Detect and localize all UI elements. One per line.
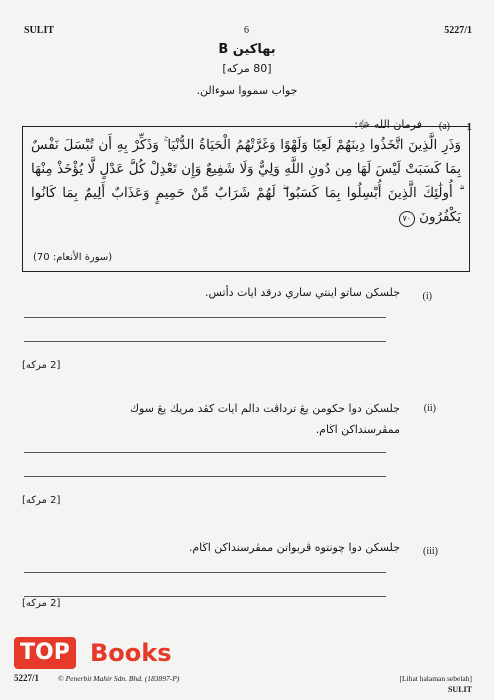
logo-top: TOP (14, 637, 76, 669)
section-instruction: جواب سمووا سوءالن. (196, 84, 298, 97)
answer-line (24, 476, 386, 477)
question-prompt: فرمان الله ﷻ: (354, 118, 422, 131)
surah-reference: (سورة الأنعام: 70) (33, 252, 113, 263)
footer-copyright: © Penerbit Mahir Sdn. Bhd. (183897-P) (58, 674, 180, 683)
answer-line (24, 596, 386, 597)
answer-line (24, 452, 386, 453)
topbooks-logo (14, 637, 184, 669)
section-title: بهاكين B (218, 42, 276, 57)
page-number: 6 (244, 25, 249, 36)
marks-ii: [2 مركه] (22, 495, 61, 506)
answer-line (24, 317, 386, 318)
subq-ii-text: جلسكن دوا حكومن يڠ ترداڤت دالم ايات كڤد مريك يڠ سوك ممڤرسنداكن اڬام. (129, 402, 400, 436)
logo-books: Books (90, 639, 172, 667)
footer-next-page: [Lihat halaman sebelah] (399, 674, 472, 683)
subq-ii-number: (ii) (423, 403, 436, 414)
verse-text: وَذَرِ الَّذِينَ اتَّخَذُوا دِينَهُمْ لَعِبًا وَلَهْوًا وَغَرَّتْهُمُ الْحَيَاةُ الدُّنْيَا ۚ وَذَكِّرْ بِهِ أَن تُبْسَلَ نَفْسٌ بِمَا كَسَبَتْ لَيْسَ لَهَا مِن دُونِ اللَّهِ وَلِيٌّ وَلَا شَفِيعٌ وَإِن تَعْدِلْ كُلَّ عَدْلٍ لَّا يُؤْخَذْ مِنْهَا ۗ أُولَٰئِكَ الَّذِينَ أُبْسِلُوا بِمَا كَسَبُوا ۖ لَهُمْ شَرَابٌ مِّنْ حَمِيمٍ وَعَذَابٌ أَلِيمٌ بِمَا كَانُوا يَكْفُرُونَ ٧٠ (31, 137, 461, 225)
subq-iii-number: (iii) (423, 546, 438, 557)
subq-i-text: جلسكن ساتو اينتي ساري درقد ايات دأتس. (204, 286, 400, 299)
question-number: 1 (466, 121, 472, 133)
section-marks: [80 مركه] (222, 62, 272, 75)
paper-code: 5227/1 (444, 25, 472, 36)
footer-sulit: SULIT (447, 685, 472, 694)
verse-box (22, 126, 470, 272)
question-part: (a) (438, 121, 450, 132)
marks-i: [2 مركه] (22, 360, 61, 371)
subq-i-number: (i) (422, 291, 432, 302)
subq-iii-text: جلسكن دوا چونتوه ڤربواتن ممڤرسنداكن اڬام. (188, 541, 400, 554)
ayah-number-icon: ٧٠ (399, 211, 415, 227)
footer-code: 5227/1 (14, 673, 40, 683)
sulit-header: SULIT (24, 25, 55, 36)
marks-iii: [2 مركه] (22, 598, 61, 609)
answer-line (24, 572, 386, 573)
answer-line (24, 341, 386, 342)
